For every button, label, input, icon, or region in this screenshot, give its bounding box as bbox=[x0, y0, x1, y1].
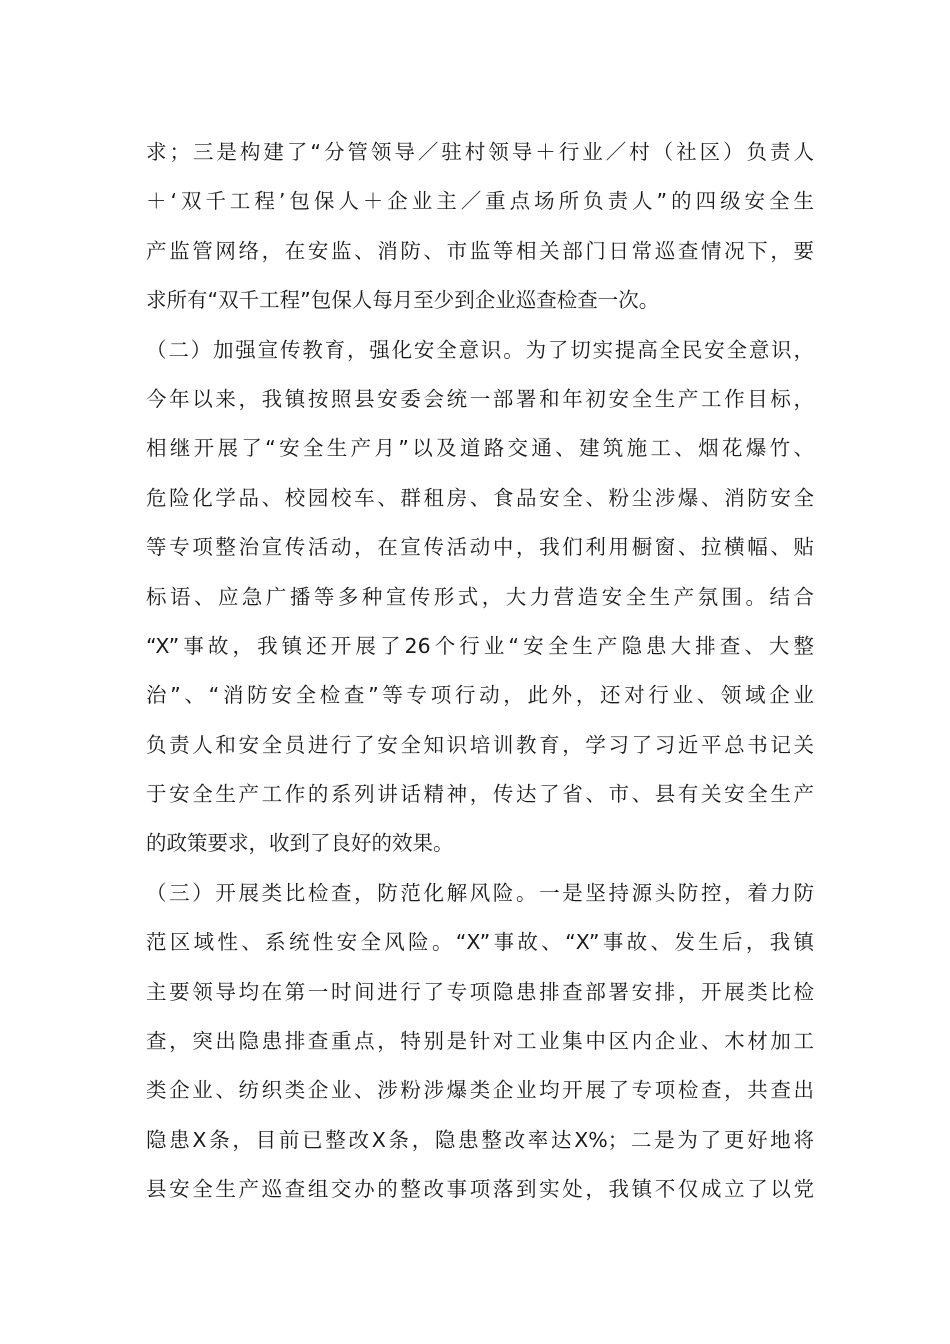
text-line: 治”、“消防安全检查”等专项行动，此外，还对行业、领域企业 bbox=[146, 683, 814, 708]
text-line: 于安全生产工作的系列讲话精神，传达了省、市、县有关安全生产 bbox=[146, 782, 814, 807]
text-line: 求；三是构建了“分管领导／驻村领导＋行业／村（社区）负责人 bbox=[146, 140, 814, 164]
body-text bbox=[146, 128, 814, 1215]
text-line: （二）加强宣传教育，强化安全意识。为了切实提高全民安全意识， bbox=[146, 337, 814, 362]
text-line: 县安全生产巡查组交办的整改事项落到实处，我镇不仅成立了以党 bbox=[146, 1177, 814, 1202]
text-line: 求所有“双千工程”包保人每月至少到企业巡查检查一次。 bbox=[146, 288, 660, 313]
text-line: 的政策要求，收到了良好的效果。 bbox=[146, 831, 454, 856]
text-line: 范区域性、系统性安全风险。“X”事故、“X”事故、发生后，我镇 bbox=[146, 930, 814, 955]
text-line: 今年以来，我镇按照县安委会统一部署和年初安全生产工作目标， bbox=[146, 386, 814, 411]
text-line: 查，突出隐患排查重点，特别是针对工业集中区内企业、木材加工 bbox=[146, 1029, 814, 1054]
text-line: ＋‘双千工程’包保人＋企业主／重点场所负责人”的四级安全生 bbox=[146, 189, 814, 214]
text-line: 类企业、纺织类企业、涉粉涉爆类企业均开展了专项检查，共查出 bbox=[146, 1078, 814, 1103]
text-line: 相继开展了“安全生产月”以及道路交通、建筑施工、烟花爆竹、 bbox=[146, 436, 814, 461]
text-line: 标语、应急广播等多种宣传形式，大力营造安全生产氛围。结合 bbox=[146, 584, 814, 609]
text-line: “X”事故，我镇还开展了26个行业“安全生产隐患大排查、大整 bbox=[146, 633, 814, 658]
text-line: 产监管网络，在安监、消防、市监等相关部门日常巡查情况下，要 bbox=[146, 238, 814, 263]
text-line: 主要领导均在第一时间进行了专项隐患排查部署安排，开展类比检 bbox=[146, 979, 814, 1004]
text-line: （三）开展类比检查，防范化解风险。一是坚持源头防控，着力防 bbox=[146, 880, 814, 905]
text-line: 负责人和安全员进行了安全知识培训教育，学习了习近平总书记关 bbox=[146, 732, 814, 757]
text-line: 隐患X条，目前已整改X条，隐患整改率达X%；二是为了更好地将 bbox=[146, 1127, 814, 1152]
text-line: 等专项整治宣传活动，在宣传活动中，我们利用橱窗、拉横幅、贴 bbox=[146, 535, 814, 560]
text-line: 危险化学品、校园校车、群租房、食品安全、粉尘涉爆、消防安全 bbox=[146, 485, 814, 510]
